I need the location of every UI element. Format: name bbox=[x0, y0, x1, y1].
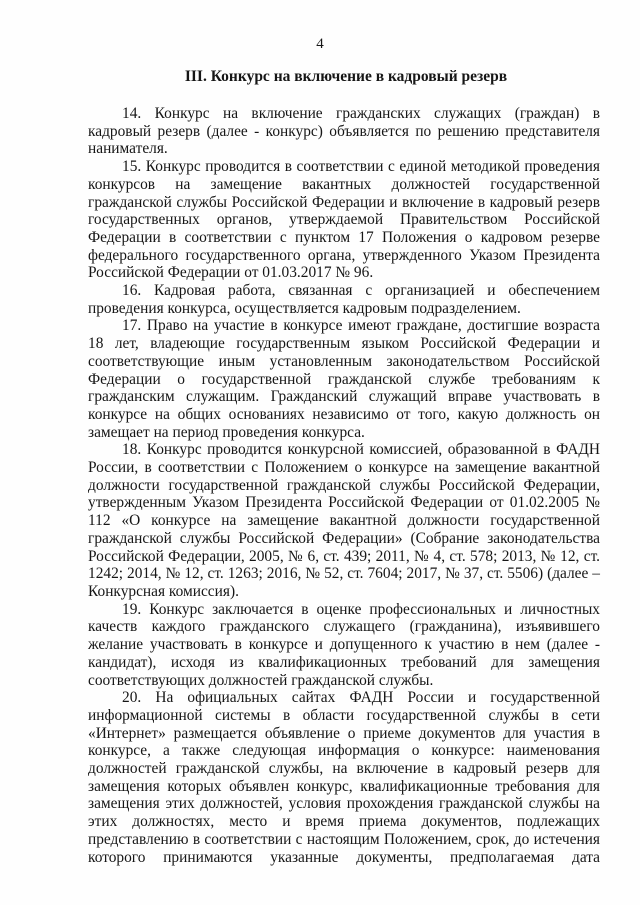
paragraph-14: 14. Конкурс на включение гражданских служащих (граждан) в кадровый резерв (далее - конкурс) объявляется по решению представителя нанимателя. bbox=[88, 105, 600, 158]
section-title: III. Конкурс на включение в кадровый резерв bbox=[184, 68, 508, 85]
paragraph-15: 15. Конкурс проводится в соответствии с единой методикой проведения конкурсов на замещение вакантных должностей государственной гражданской службы Российской Федерации и включение в кадровый резерв государственных органов, утверждаемой Правительством Российской Федерации в соответствии с пунктом 17 Положения о кадровом резерве федерального государственного органа, утвержденного Указом Президента Российской Федерации от 01.03.2017 № 96. bbox=[88, 158, 600, 282]
paragraph-16: 16. Кадровая работа, связанная с организацией и обеспечением проведения конкурса, осуществляется кадровым подразделением. bbox=[88, 282, 600, 317]
paragraph-18: 18. Конкурс проводится конкурсной комиссией, образованной в ФАДН России, в соответствии с Положением о конкурсе на замещение вакантной должности государственной гражданской службы Российской Федерации, утвержденным Указом Президента Российской Федерации от 01.02.2005 № 112 «О конкурсе на замещение вакантной должности государственной гражданской службы Российской Федерации» (Собрание законодательства Российской Федерации, 2005, № 6, ст. 439; 2011, № 4, ст. 578; 2013, № 12, ст. 1242; 2014, № 12, ст. 1263; 2016, № 52, ст. 7604; 2017, № 37, ст. 5506) (далее – Конкурсная комиссия). bbox=[88, 441, 600, 600]
paragraph-17: 17. Право на участие в конкурсе имеют граждане, достигшие возраста 18 лет, владеющие государственным языком Российской Федерации и соответствующие иным установленным законодательством Российской Федерации о государственной гражданской службе требованиям к гражданским служащим. Гражданский служащий вправе участвовать в конкурсе на общих основаниях независимо от того, какую должность он замещает на период проведения конкурса. bbox=[88, 317, 600, 441]
page-number: 4 bbox=[316, 36, 324, 52]
paragraph-20: 20. На официальных сайтах ФАДН России и государственной информационной системы в области государственной службы в сети «Интернет» размещается объявление о приеме документов для участия в конкурсе, а также следующая информация о конкурсе: наименования должностей гражданской службы, на включение в кадровый резерв для замещения которых объявлен конкурс, квалификационные требования для замещения этих должностей, условия прохождения гражданской службы на этих должностях, место и время приема документов, подлежащих представлению в соответствии с настоящим Положением, срок, до истечения которого принимаются указанные документы, предполагаемая дата bbox=[88, 689, 600, 866]
document-body bbox=[88, 105, 600, 866]
paragraph-19: 19. Конкурс заключается в оценке профессиональных и личностных качеств каждого гражданского служащего (гражданина), изъявившего желание участвовать в конкурсе и допущенного к участию в нем (далее - кандидат), исходя из квалификационных требований для замещения соответствующих должностей гражданской службы. bbox=[88, 600, 600, 689]
